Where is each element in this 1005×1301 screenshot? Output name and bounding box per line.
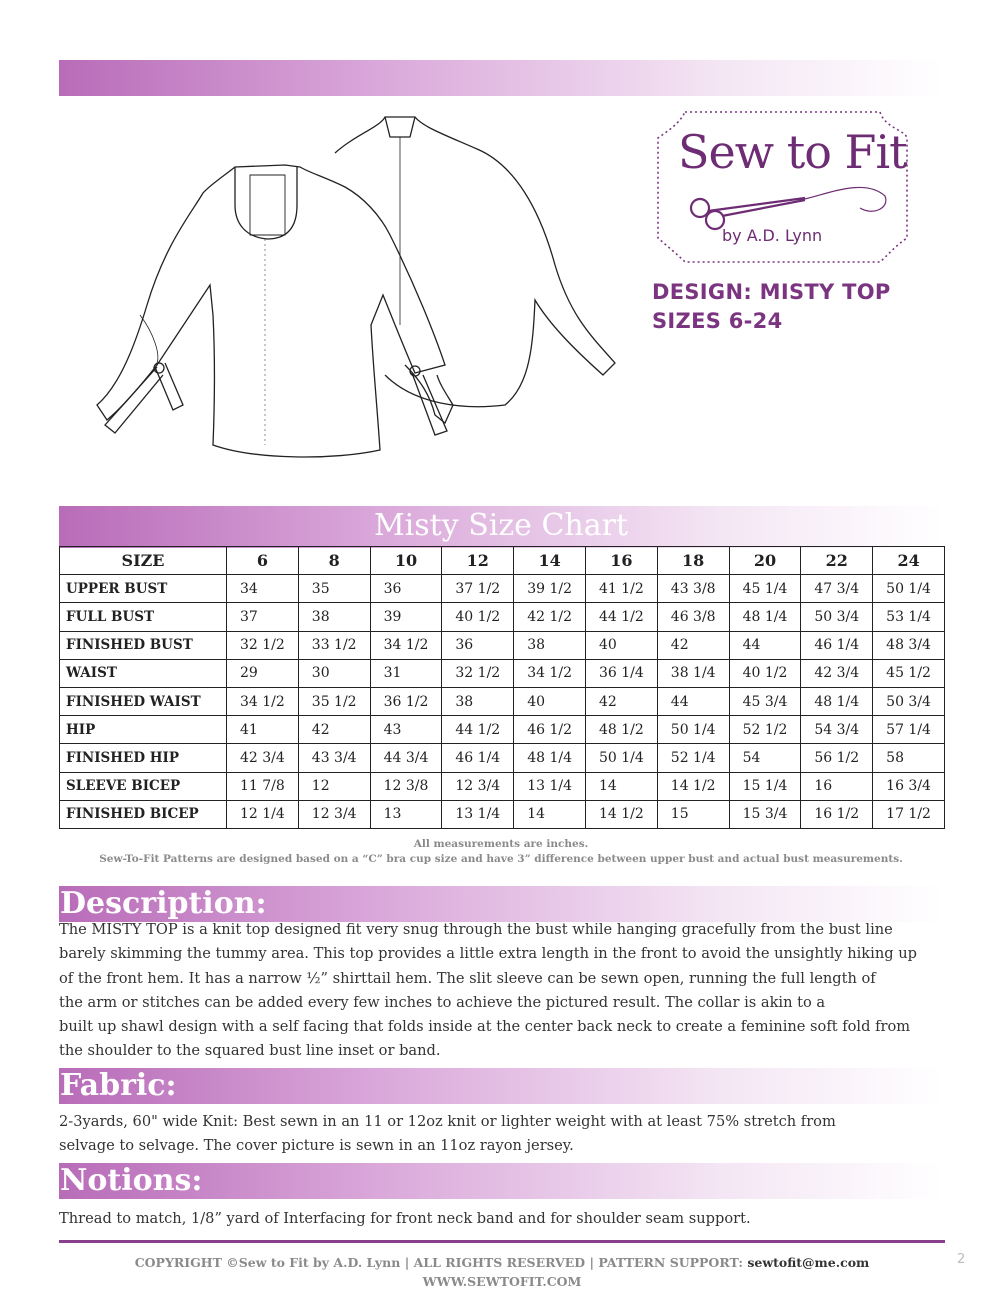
measurement-cell: 38 1/4 bbox=[657, 659, 729, 687]
measurement-cell: 45 3/4 bbox=[729, 687, 801, 715]
measurement-cell: 42 3/4 bbox=[227, 744, 299, 772]
measurement-cell: 30 bbox=[298, 659, 370, 687]
measurement-cell: 40 1/2 bbox=[442, 603, 514, 631]
chart-title: Misty Size Chart bbox=[373, 508, 629, 543]
description-line: barely skimming the tummy area. This top provides a little extra length in the front to avoid the unsightly hiking up bbox=[59, 945, 917, 963]
measurement-cell: 38 bbox=[442, 687, 514, 715]
measurement-note: All measurements are inches. bbox=[413, 838, 589, 850]
measurement-cell: 42 bbox=[298, 716, 370, 744]
measurement-cell: 42 3/4 bbox=[801, 659, 873, 687]
measurement-cell: 44 bbox=[657, 687, 729, 715]
measurement-cell: 17 1/2 bbox=[873, 800, 945, 828]
measurement-cell: 15 bbox=[657, 800, 729, 828]
measurement-cell: 37 bbox=[227, 603, 299, 631]
logo-byline: by A.D. Lynn bbox=[722, 226, 823, 245]
size-header-cell: 20 bbox=[729, 547, 801, 575]
measurement-cell: 12 3/8 bbox=[370, 772, 442, 800]
row-label: FINISHED BUST bbox=[60, 631, 227, 659]
measurement-cell: 15 3/4 bbox=[729, 800, 801, 828]
front-garment-body bbox=[97, 165, 445, 457]
design-name: DESIGN: MISTY TOP bbox=[652, 280, 891, 304]
measurement-cell: 16 3/4 bbox=[873, 772, 945, 800]
table-row bbox=[60, 744, 945, 772]
design-sizes: SIZES 6-24 bbox=[652, 309, 783, 333]
measurement-cell: 14 1/2 bbox=[585, 800, 657, 828]
fabric-line: selvage to selvage. The cover picture is sewn in an 11oz rayon jersey. bbox=[59, 1137, 574, 1155]
row-label: UPPER BUST bbox=[60, 575, 227, 603]
measurement-cell: 48 3/4 bbox=[873, 631, 945, 659]
measurement-cell: 34 1/2 bbox=[227, 687, 299, 715]
measurement-cell: 12 1/4 bbox=[227, 800, 299, 828]
size-header-cell: 6 bbox=[227, 547, 299, 575]
measurement-cell: 50 1/4 bbox=[585, 744, 657, 772]
row-label: FULL BUST bbox=[60, 603, 227, 631]
measurement-cell: 40 1/2 bbox=[729, 659, 801, 687]
garment-illustration bbox=[85, 105, 625, 475]
measurement-cell: 52 1/2 bbox=[729, 716, 801, 744]
measurement-cell: 33 1/2 bbox=[298, 631, 370, 659]
size-header-cell: 12 bbox=[442, 547, 514, 575]
measurement-cell: 12 3/4 bbox=[298, 800, 370, 828]
table-row bbox=[60, 603, 945, 631]
measurement-cell: 11 7/8 bbox=[227, 772, 299, 800]
table-row bbox=[60, 575, 945, 603]
fabric-band bbox=[59, 1068, 943, 1104]
table-row bbox=[60, 659, 945, 687]
measurement-cell: 57 1/4 bbox=[873, 716, 945, 744]
table-row bbox=[60, 772, 945, 800]
footer-copyright bbox=[59, 1255, 945, 1270]
measurement-cell: 36 bbox=[442, 631, 514, 659]
measurement-cell: 36 1/2 bbox=[370, 687, 442, 715]
measurement-cell: 50 3/4 bbox=[873, 687, 945, 715]
size-header-row bbox=[60, 547, 945, 575]
measurement-cell: 32 1/2 bbox=[227, 631, 299, 659]
description-heading: Description: bbox=[60, 886, 267, 921]
measurement-cell: 15 1/4 bbox=[729, 772, 801, 800]
measurement-cell: 43 bbox=[370, 716, 442, 744]
measurement-cell: 29 bbox=[227, 659, 299, 687]
row-label: FINISHED HIP bbox=[60, 744, 227, 772]
measurement-cell: 46 1/4 bbox=[442, 744, 514, 772]
measurement-cell: 48 1/2 bbox=[585, 716, 657, 744]
measurement-cell: 38 bbox=[514, 631, 586, 659]
measurement-cell: 44 1/2 bbox=[442, 716, 514, 744]
measurement-cell: 39 1/2 bbox=[514, 575, 586, 603]
fabric-text bbox=[59, 1110, 949, 1159]
measurement-cell: 45 1/4 bbox=[729, 575, 801, 603]
description-line: the shoulder to the squared bust line inset or band. bbox=[59, 1042, 441, 1060]
row-label: SLEEVE BICEP bbox=[60, 772, 227, 800]
measurement-cell: 53 1/4 bbox=[873, 603, 945, 631]
measurement-cell: 50 1/4 bbox=[657, 716, 729, 744]
measurement-cell: 47 3/4 bbox=[801, 575, 873, 603]
measurement-cell: 50 1/4 bbox=[873, 575, 945, 603]
measurement-cell: 36 bbox=[370, 575, 442, 603]
measurement-cell: 44 1/2 bbox=[585, 603, 657, 631]
measurement-cell: 56 1/2 bbox=[801, 744, 873, 772]
measurement-cell: 13 1/4 bbox=[514, 772, 586, 800]
measurement-cell: 32 1/2 bbox=[442, 659, 514, 687]
notions-text bbox=[59, 1207, 949, 1231]
rear-garment-body bbox=[335, 117, 615, 407]
fabric-line: 2-3yards, 60" wide Knit: Best sewn in an 11 or 12oz knit or lighter weight with at least 75% stretch from bbox=[59, 1113, 836, 1130]
table-row bbox=[60, 687, 945, 715]
size-header-cell: 14 bbox=[514, 547, 586, 575]
measurement-cell: 35 1/2 bbox=[298, 687, 370, 715]
page-number: 2 bbox=[957, 1252, 966, 1267]
measurement-cell: 35 bbox=[298, 575, 370, 603]
measurement-cell: 36 1/4 bbox=[585, 659, 657, 687]
measurement-cell: 58 bbox=[873, 744, 945, 772]
size-header-cell: 10 bbox=[370, 547, 442, 575]
size-header-cell: 8 bbox=[298, 547, 370, 575]
measurement-cell: 39 bbox=[370, 603, 442, 631]
measurement-cell: 34 1/2 bbox=[370, 631, 442, 659]
row-label: FINISHED BICEP bbox=[60, 800, 227, 828]
row-label: HIP bbox=[60, 716, 227, 744]
measurement-cell: 14 bbox=[585, 772, 657, 800]
cup-size-note: Sew-To-Fit Patterns are designed based on a “C” bra cup size and have 3” difference between upper bust and actual bust measurements. bbox=[99, 853, 903, 865]
fabric-heading: Fabric: bbox=[60, 1068, 177, 1103]
size-header-cell: 18 bbox=[657, 547, 729, 575]
measurement-cell: 31 bbox=[370, 659, 442, 687]
measurement-cell: 54 bbox=[729, 744, 801, 772]
description-text bbox=[59, 918, 949, 1064]
measurement-cell: 42 bbox=[585, 687, 657, 715]
notions-heading: Notions: bbox=[60, 1163, 203, 1198]
measurement-cell: 44 3/4 bbox=[370, 744, 442, 772]
measurement-cell: 48 1/4 bbox=[514, 744, 586, 772]
measurement-cell: 34 1/2 bbox=[514, 659, 586, 687]
measurement-cell: 12 3/4 bbox=[442, 772, 514, 800]
support-email-link[interactable]: sewtofit@me.com bbox=[747, 1255, 870, 1270]
row-label: WAIST bbox=[60, 659, 227, 687]
measurement-cell: 45 1/2 bbox=[873, 659, 945, 687]
measurement-cell: 14 bbox=[514, 800, 586, 828]
notions-line: Thread to match, 1/8” yard of Interfacing for front neck band and for shoulder seam support. bbox=[59, 1210, 751, 1227]
description-line: of the front hem. It has a narrow ½” shirttail hem. The slit sleeve can be sewn open, running the full length of bbox=[59, 969, 876, 987]
measurement-cell: 48 1/4 bbox=[801, 687, 873, 715]
measurement-cell: 46 1/2 bbox=[514, 716, 586, 744]
measurement-cell: 13 bbox=[370, 800, 442, 828]
description-line: built up shawl design with a self facing that folds inside at the center back neck to create a feminine soft fold from bbox=[59, 1018, 911, 1036]
measurement-cell: 52 1/4 bbox=[657, 744, 729, 772]
measurement-cell: 43 3/8 bbox=[657, 575, 729, 603]
measurement-cell: 14 1/2 bbox=[657, 772, 729, 800]
measurement-cell: 50 3/4 bbox=[801, 603, 873, 631]
measurement-cell: 43 3/4 bbox=[298, 744, 370, 772]
size-header-cell: 24 bbox=[873, 547, 945, 575]
measurement-cell: 16 bbox=[801, 772, 873, 800]
description-line: The MISTY TOP is a knit top designed fit very snug through the bust while hanging gracefully from the bust line bbox=[59, 921, 893, 938]
table-row bbox=[60, 631, 945, 659]
measurement-cell: 38 bbox=[298, 603, 370, 631]
measurement-cell: 54 3/4 bbox=[801, 716, 873, 744]
table-row bbox=[60, 716, 945, 744]
footer-website-link[interactable]: WWW.SEWTOFIT.COM bbox=[422, 1274, 582, 1289]
measurement-cell: 34 bbox=[227, 575, 299, 603]
size-chart-table bbox=[59, 546, 945, 829]
measurement-cell: 40 bbox=[514, 687, 586, 715]
header-band bbox=[59, 60, 943, 96]
footer-rule bbox=[59, 1240, 945, 1243]
measurement-cell: 13 1/4 bbox=[442, 800, 514, 828]
logo-wordmark: Sew to Fit bbox=[678, 125, 907, 179]
measurement-cell: 40 bbox=[585, 631, 657, 659]
measurement-cell: 41 1/2 bbox=[585, 575, 657, 603]
size-header-label: SIZE bbox=[60, 547, 227, 575]
measurement-cell: 16 1/2 bbox=[801, 800, 873, 828]
measurement-cell: 46 1/4 bbox=[801, 631, 873, 659]
measurement-cell: 42 1/2 bbox=[514, 603, 586, 631]
row-label: FINISHED WAIST bbox=[60, 687, 227, 715]
measurement-cell: 41 bbox=[227, 716, 299, 744]
measurement-cell: 48 1/4 bbox=[729, 603, 801, 631]
table-row bbox=[60, 800, 945, 828]
measurement-cell: 46 3/8 bbox=[657, 603, 729, 631]
copyright-text: COPYRIGHT ©Sew to Fit by A.D. Lynn | ALL RIGHTS RESERVED | PATTERN SUPPORT: bbox=[134, 1255, 748, 1270]
measurement-cell: 42 bbox=[657, 631, 729, 659]
measurement-cell: 12 bbox=[298, 772, 370, 800]
measurement-cell: 37 1/2 bbox=[442, 575, 514, 603]
size-header-cell: 16 bbox=[585, 547, 657, 575]
size-header-cell: 22 bbox=[801, 547, 873, 575]
measurement-cell: 44 bbox=[729, 631, 801, 659]
description-line: the arm or stitches can be added every few inches to achieve the pictured result. The collar is akin to a bbox=[59, 993, 826, 1011]
